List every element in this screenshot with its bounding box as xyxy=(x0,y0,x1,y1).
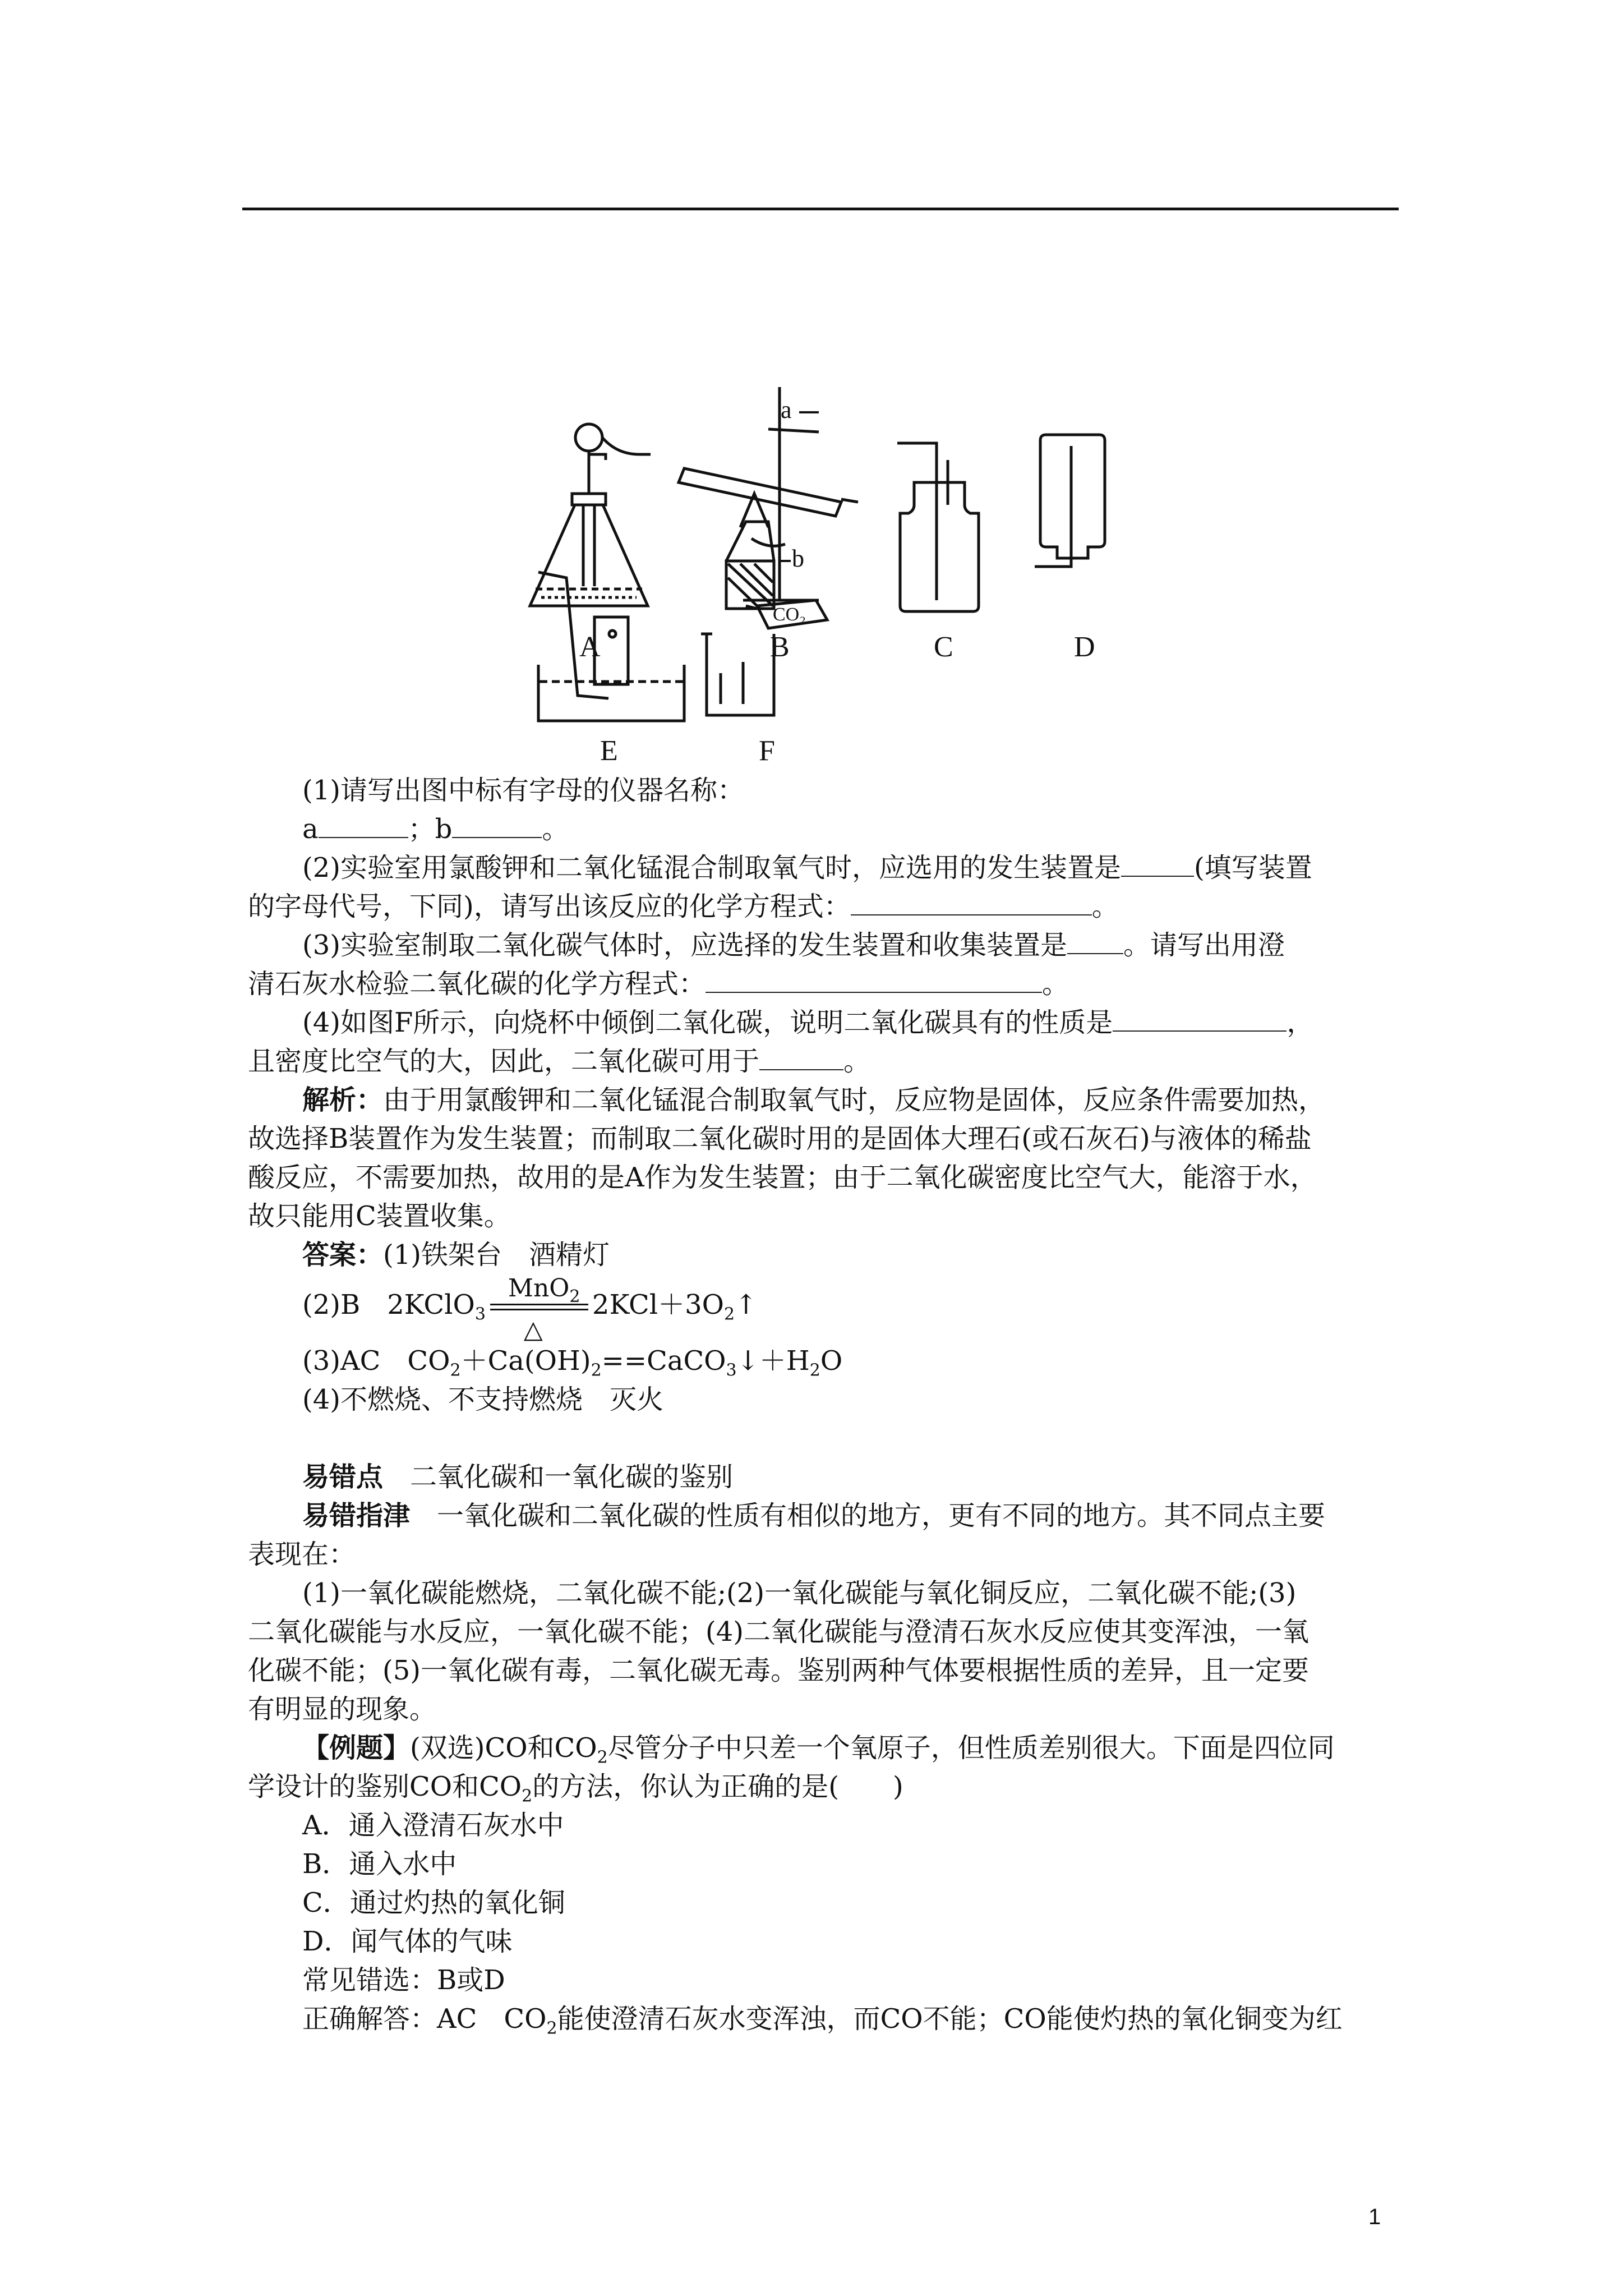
section-para-4: 有明显的现象。 xyxy=(248,1694,437,1725)
example-option-c: C．通过灼热的氧化铜 xyxy=(302,1887,565,1918)
example-option-a: A．通入澄清石灰水中 xyxy=(302,1810,564,1841)
apparatus-figure-bottom xyxy=(505,567,1009,780)
answer-blank-a[interactable] xyxy=(319,812,408,838)
answer-4: (4)不燃烧、不支持燃烧 灭火 xyxy=(302,1384,663,1415)
pointer-b-text: b xyxy=(792,545,804,572)
example-option-b: B．通入水中 xyxy=(302,1848,457,1880)
question-1-blanks: a ；b 。 xyxy=(302,813,569,845)
question-2: (2)实验室用氯酸钾和二氧化锰混合制取氧气时，应选用的发生装置是 (填写装置 xyxy=(302,852,1312,884)
header-rule xyxy=(242,208,1399,210)
question-3: (3)实验室制取二氧化碳气体时，应选择的发生装置和收集装置是 。请写出用澄 xyxy=(302,930,1285,961)
label-d: D xyxy=(1074,631,1095,663)
label-c: C xyxy=(934,631,953,663)
pointer-a-text: a xyxy=(781,396,792,424)
section-title: 易错点 二氧化碳和一氧化碳的鉴别 xyxy=(302,1461,734,1493)
apparatus-f xyxy=(701,600,827,715)
example-common-wrong: 常见错选：B或D xyxy=(302,1964,505,1996)
answer-blank-q2a[interactable] xyxy=(1121,851,1194,877)
question-2-line2: 的字母代号，下同)，请写出该反应的化学方程式： 。 xyxy=(248,891,1119,922)
label-f: F xyxy=(759,735,775,767)
analysis-line-2: 故选择B装置作为发生装置；而制取二氧化碳时用的是固体大理石(或石灰石)与液体的稀盐 xyxy=(248,1123,1312,1154)
section-guide-line2: 表现在： xyxy=(248,1539,356,1570)
bottle-co2-text: CO₂ xyxy=(773,604,806,625)
analysis-line-3: 酸反应，不需要加热，故用的是A作为发生装置；由于二氧化碳密度比空气大，能溶于水， xyxy=(248,1162,1317,1193)
question-3-line2: 清石灰水检验二氧化碳的化学方程式： 。 xyxy=(248,968,1069,1000)
example-option-d: D．闻气体的气味 xyxy=(302,1926,513,1957)
example-line-1: 【例题】(双选)CO和$CO_2$尽管分子中只差一个氧原子，但性质差别很大。下面是四位同 xyxy=(302,1732,1335,1768)
example-line-2: 学设计的鉴别CO和$CO_2$的方法，你认为正确的是( ) xyxy=(248,1771,903,1806)
label-a: A xyxy=(579,631,601,663)
answer-blank-q4b[interactable] xyxy=(759,1045,843,1070)
analysis-line-4: 故只能用C装置收集。 xyxy=(248,1200,511,1232)
question-1: (1)请写出图中标有字母的仪器名称： xyxy=(302,775,744,806)
section-para-1: (1)一氧化碳能燃烧，二氧化碳不能;(2)一氧化碳能与氧化铜反应，二氧化碳不能;(3) xyxy=(302,1577,1297,1609)
answer-blank-q3b[interactable] xyxy=(706,967,1042,993)
question-4-line2: 且密度比空气的大，因此，二氧化碳可用于 。 xyxy=(248,1046,871,1077)
section-para-3: 化碳不能；(5)一氧化碳有毒，二氧化碳无毒。鉴别两种气体要根据性质的差异，且一定要 xyxy=(248,1655,1309,1686)
answer-3: (3)AC $CO_2+Ca(OH)_2==CaCO_3↓+H_2O$ xyxy=(302,1345,843,1381)
answer-blank-q3a[interactable] xyxy=(1067,928,1123,954)
analysis-line-1: 解析：由于用氯酸钾和二氧化锰混合制取氧气时，反应物是固体，反应条件需要加热， xyxy=(302,1084,1326,1116)
apparatus-d xyxy=(1035,435,1105,567)
section-para-2: 二氧化碳能与水反应，一氧化碳不能；(4)二氧化碳能与澄清石灰水反应使其变浑浊，一氧 xyxy=(248,1616,1309,1648)
document-body xyxy=(248,771,1403,2039)
answer-1: 答案：(1)铁架台 酒精灯 xyxy=(302,1239,610,1271)
section-guide: 易错指津 一氧化碳和二氧化碳的性质有相似的地方，更有不同的地方。其不同点主要 xyxy=(302,1500,1326,1531)
answer-blank-q2b[interactable] xyxy=(851,890,1092,915)
example-correct: 正确解答：AC $CO_2$能使澄清石灰水变浑浊，而CO不能；CO能使灼热的氧化铜变为红 xyxy=(302,2003,1343,2039)
answer-blank-b[interactable] xyxy=(452,812,542,838)
reaction-condition: MnO$_2$ △ xyxy=(486,1296,592,1318)
label-b: B xyxy=(770,631,790,663)
page-number: 1 xyxy=(1368,2205,1381,2229)
label-e: E xyxy=(600,735,618,767)
answer-blank-q4a[interactable] xyxy=(1113,1006,1287,1032)
answer-2: (2)B 2KClO$_3$ MnO$_2$ △ $2KCl+3O_2↑$ xyxy=(302,1273,758,1344)
question-4: (4)如图F所示，向烧杯中倾倒二氧化碳，说明二氧化碳具有的性质是 ， xyxy=(302,1007,1314,1038)
apparatus-e xyxy=(538,572,684,721)
